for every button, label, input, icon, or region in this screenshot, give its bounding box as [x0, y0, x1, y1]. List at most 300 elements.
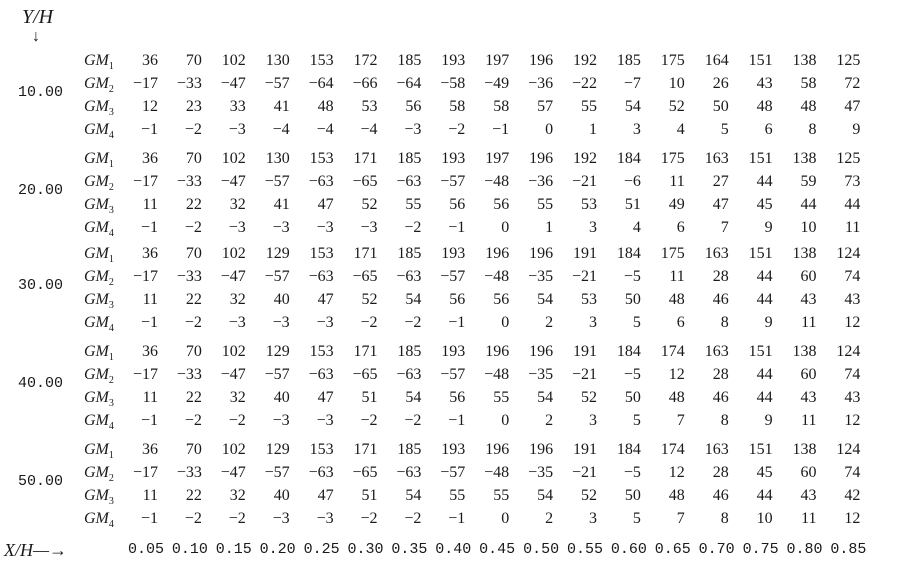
table-cell: −2: [360, 314, 378, 331]
table-cell: 124: [836, 245, 861, 262]
table-cell: −65: [352, 173, 378, 190]
table-cell: 52: [581, 487, 597, 504]
table-cell: 185: [397, 150, 422, 167]
table-cell: 22: [185, 389, 202, 406]
table-cell: 51: [361, 487, 378, 504]
table-cell: 43: [844, 389, 861, 406]
table-cell: 1: [589, 121, 597, 138]
table-cell: −1: [448, 412, 466, 429]
y-block: [0, 150, 900, 246]
table-cell: 174: [660, 441, 685, 458]
table-cell: −57: [440, 173, 466, 190]
row-label: $GM_4$: [84, 219, 114, 240]
table-cell: 41: [273, 98, 290, 115]
table-cell: 129: [265, 343, 290, 360]
table-cell: −47: [220, 268, 246, 285]
table-cell: 185: [397, 245, 422, 262]
table-cell: 5: [632, 510, 641, 527]
row-label: $GM_4$: [84, 121, 114, 142]
table-cell: 54: [405, 487, 422, 504]
table-cell: −6: [623, 173, 641, 190]
table-cell: 184: [616, 245, 641, 262]
table-cell: 185: [397, 441, 422, 458]
table-row: [0, 389, 900, 411]
x-tick-label: 0.80: [786, 541, 823, 558]
table-cell: −5: [623, 366, 641, 383]
table-row: [0, 291, 900, 313]
table-cell: 60: [800, 464, 817, 481]
table-cell: 43: [756, 75, 773, 92]
table-row: [0, 464, 900, 486]
table-cell: 153: [309, 52, 334, 69]
table-cell: −63: [308, 464, 334, 481]
table-cell: 44: [756, 389, 773, 406]
table-cell: 48: [800, 98, 817, 115]
table-cell: 3: [589, 219, 597, 236]
table-cell: −66: [352, 75, 378, 92]
table-cell: 56: [493, 196, 510, 213]
table-cell: 27: [712, 173, 729, 190]
table-cell: 0: [501, 314, 510, 331]
table-cell: 9: [764, 219, 773, 236]
row-label: $GM_2$: [84, 366, 114, 387]
table-cell: 52: [361, 196, 378, 213]
table-cell: −5: [623, 464, 641, 481]
table-cell: −33: [176, 366, 202, 383]
table-row: [0, 366, 900, 388]
table-row: [0, 121, 900, 143]
table-cell: 175: [660, 245, 685, 262]
table-cell: 47: [317, 487, 334, 504]
table-cell: −21: [571, 366, 597, 383]
table-cell: 9: [764, 314, 773, 331]
table-cell: −57: [264, 366, 290, 383]
table-row: [0, 98, 900, 120]
table-cell: −7: [623, 75, 641, 92]
table-cell: 47: [844, 98, 861, 115]
table-cell: −2: [404, 219, 422, 236]
table-cell: 102: [221, 52, 246, 69]
table-cell: 196: [485, 343, 510, 360]
table-cell: 70: [185, 150, 202, 167]
row-label: $GM_1$: [84, 343, 114, 364]
table-cell: 8: [720, 412, 729, 429]
table-cell: 185: [397, 52, 422, 69]
table-cell: 171: [353, 343, 378, 360]
table-cell: 32: [229, 487, 246, 504]
table-cell: 58: [493, 98, 510, 115]
table-cell: 197: [485, 150, 510, 167]
table-cell: −57: [440, 268, 466, 285]
row-label: $GM_1$: [84, 52, 114, 73]
table-cell: 50: [712, 98, 729, 115]
table-cell: 74: [844, 464, 861, 481]
table-cell: 193: [441, 52, 466, 69]
table-cell: 11: [844, 219, 861, 236]
table-cell: 44: [756, 268, 773, 285]
table-cell: 138: [792, 52, 817, 69]
table-cell: 56: [405, 98, 422, 115]
table-cell: 28: [712, 268, 729, 285]
table-cell: −17: [132, 268, 158, 285]
table-cell: 47: [317, 196, 334, 213]
table-cell: 4: [676, 121, 685, 138]
table-cell: 48: [668, 291, 685, 308]
table-cell: −48: [484, 173, 510, 190]
table-cell: −64: [396, 75, 422, 92]
table-cell: 54: [537, 291, 554, 308]
table-cell: −33: [176, 464, 202, 481]
table-cell: −3: [272, 219, 290, 236]
table-row: [0, 245, 900, 267]
table-cell: 70: [185, 52, 202, 69]
table-cell: 73: [844, 173, 861, 190]
table-cell: −1: [492, 121, 510, 138]
table-cell: 11: [142, 196, 158, 213]
table-cell: −65: [352, 268, 378, 285]
table-cell: −48: [484, 464, 510, 481]
table-cell: 36: [142, 52, 158, 69]
table-cell: −1: [448, 510, 466, 527]
table-cell: 36: [142, 245, 158, 262]
table-cell: 172: [353, 52, 378, 69]
table-cell: −65: [352, 464, 378, 481]
table-cell: −21: [571, 464, 597, 481]
table-cell: −2: [184, 412, 202, 429]
table-cell: −47: [220, 464, 246, 481]
table-cell: 184: [616, 150, 641, 167]
table-cell: 12: [844, 510, 861, 527]
table-row: [0, 219, 900, 241]
table-cell: −57: [264, 173, 290, 190]
table-cell: 70: [185, 245, 202, 262]
table-cell: 8: [808, 121, 817, 138]
table-cell: 48: [756, 98, 773, 115]
table-cell: 124: [836, 441, 861, 458]
table-cell: 193: [441, 441, 466, 458]
table-row: [0, 173, 900, 195]
table-cell: 11: [142, 291, 158, 308]
table-cell: 163: [704, 441, 729, 458]
table-cell: −33: [176, 268, 202, 285]
table-cell: −2: [228, 510, 246, 527]
table-cell: 56: [449, 291, 466, 308]
arrow-down-icon: ↓: [32, 28, 40, 45]
table-cell: 193: [441, 150, 466, 167]
row-label: $GM_2$: [84, 75, 114, 96]
table-cell: −2: [360, 412, 378, 429]
table-cell: 0: [545, 121, 554, 138]
row-label: $GM_1$: [84, 245, 114, 266]
y-value-label: 50.00: [18, 473, 64, 490]
table-cell: 28: [712, 366, 729, 383]
table-cell: −1: [140, 412, 158, 429]
table-cell: 56: [449, 389, 466, 406]
x-tick-label: 0.10: [171, 541, 208, 558]
table-cell: 50: [624, 291, 641, 308]
table-cell: 33: [229, 98, 246, 115]
row-label: $GM_4$: [84, 314, 114, 335]
table-cell: 46: [712, 487, 729, 504]
row-label: $GM_1$: [84, 150, 114, 171]
table-cell: 196: [485, 441, 510, 458]
table-cell: 138: [792, 150, 817, 167]
table-cell: 22: [185, 291, 202, 308]
table-cell: 129: [265, 441, 290, 458]
table-cell: −3: [228, 219, 246, 236]
table-cell: 53: [581, 196, 597, 213]
table-cell: −63: [396, 268, 422, 285]
y-value-label: 40.00: [18, 375, 64, 392]
table-cell: 102: [221, 441, 246, 458]
table-cell: 192: [573, 150, 597, 167]
x-axis-label: [4, 540, 67, 561]
y-block: [0, 343, 900, 439]
table-cell: −48: [484, 268, 510, 285]
table-cell: 11: [142, 389, 158, 406]
arrow-right-icon: —→: [33, 540, 68, 560]
table-cell: 56: [449, 196, 466, 213]
table-cell: 9: [764, 412, 773, 429]
table-cell: −22: [571, 75, 597, 92]
table-cell: 153: [309, 343, 334, 360]
table-cell: −1: [140, 510, 158, 527]
table-cell: 44: [756, 487, 773, 504]
table-cell: 46: [712, 291, 729, 308]
table-cell: −33: [176, 173, 202, 190]
table-cell: −57: [440, 366, 466, 383]
table-cell: 45: [756, 196, 773, 213]
table-cell: 40: [273, 389, 290, 406]
table-cell: 52: [361, 291, 378, 308]
table-cell: 51: [624, 196, 641, 213]
table-cell: 197: [485, 52, 510, 69]
table-cell: 40: [273, 487, 290, 504]
table-cell: 43: [800, 487, 817, 504]
table-cell: 58: [449, 98, 466, 115]
table-cell: −2: [404, 412, 422, 429]
x-tick-label: 0.85: [830, 541, 867, 558]
table-row: [0, 196, 900, 218]
table-cell: 4: [632, 219, 641, 236]
table-cell: 1: [545, 219, 554, 236]
table-cell: −47: [220, 75, 246, 92]
table-cell: 9: [852, 121, 861, 138]
table-cell: 0: [501, 510, 510, 527]
table-cell: −47: [220, 173, 246, 190]
table-cell: 54: [405, 389, 422, 406]
table-cell: 8: [720, 510, 729, 527]
table-cell: 40: [273, 291, 290, 308]
x-tick-label: 0.40: [435, 541, 472, 558]
table-cell: 191: [573, 245, 597, 262]
table-cell: 70: [185, 441, 202, 458]
table-cell: −2: [360, 510, 378, 527]
table-cell: 171: [353, 441, 378, 458]
table-cell: −1: [448, 219, 466, 236]
table-cell: 43: [800, 389, 817, 406]
table-cell: 102: [221, 150, 246, 167]
x-tick-label: 0.25: [303, 541, 340, 558]
table-cell: 130: [265, 150, 290, 167]
table-cell: 50: [624, 487, 641, 504]
table-cell: 164: [704, 52, 729, 69]
table-cell: 54: [537, 389, 554, 406]
table-cell: −63: [396, 173, 422, 190]
table-cell: −2: [448, 121, 466, 138]
table-cell: −3: [316, 510, 334, 527]
x-tick-label: 0.05: [127, 541, 164, 558]
table-cell: 0: [501, 219, 510, 236]
table-cell: 153: [309, 441, 334, 458]
x-tick-label: 0.60: [610, 541, 647, 558]
x-tick-label: 0.55: [566, 541, 603, 558]
table-cell: −2: [184, 219, 202, 236]
row-label: $GM_3$: [84, 389, 114, 410]
table-cell: 6: [764, 121, 773, 138]
table-row: [0, 412, 900, 434]
table-cell: 175: [660, 150, 685, 167]
table-cell: 48: [317, 98, 334, 115]
table-cell: 125: [836, 52, 861, 69]
table-cell: 193: [441, 343, 466, 360]
table-cell: 28: [712, 464, 729, 481]
table-cell: 44: [756, 366, 773, 383]
table-cell: 12: [142, 98, 158, 115]
table-cell: −63: [308, 268, 334, 285]
table-cell: 47: [712, 196, 729, 213]
table-cell: 191: [573, 343, 597, 360]
table-cell: −58: [440, 75, 466, 92]
table-cell: −47: [220, 366, 246, 383]
y-value-label: 30.00: [18, 277, 64, 294]
y-block: [0, 441, 900, 537]
table-cell: 151: [748, 52, 773, 69]
table-cell: 11: [669, 173, 685, 190]
table-cell: 11: [142, 487, 158, 504]
table-cell: 70: [185, 343, 202, 360]
table-row: [0, 150, 900, 172]
table-cell: 8: [720, 314, 729, 331]
table-cell: 125: [836, 150, 861, 167]
table-cell: −3: [360, 219, 378, 236]
table-cell: −3: [228, 314, 246, 331]
table-cell: 26: [712, 75, 729, 92]
table-cell: 191: [573, 441, 597, 458]
table-cell: −3: [316, 219, 334, 236]
table-cell: 44: [756, 291, 773, 308]
table-cell: 52: [668, 98, 685, 115]
y-value-label: 10.00: [18, 84, 64, 101]
table-cell: 59: [800, 173, 817, 190]
table-cell: 196: [529, 441, 554, 458]
table-cell: 11: [669, 268, 685, 285]
table-cell: 12: [668, 366, 685, 383]
table-cell: 196: [529, 52, 554, 69]
table-cell: −57: [264, 75, 290, 92]
table-cell: −21: [571, 268, 597, 285]
row-label: $GM_3$: [84, 196, 114, 217]
table-cell: −3: [404, 121, 422, 138]
table-cell: 12: [844, 314, 861, 331]
table-cell: 57: [537, 98, 554, 115]
table-cell: 174: [660, 343, 685, 360]
table-cell: 11: [801, 314, 817, 331]
row-label: $GM_2$: [84, 173, 114, 194]
table-cell: −3: [228, 121, 246, 138]
table-cell: 7: [676, 412, 685, 429]
table-cell: 163: [704, 343, 729, 360]
table-cell: 48: [668, 487, 685, 504]
table-cell: 7: [720, 219, 729, 236]
table-cell: 36: [142, 150, 158, 167]
table-cell: 196: [529, 150, 554, 167]
table-cell: −1: [140, 314, 158, 331]
table-cell: −2: [184, 510, 202, 527]
table-cell: 10: [756, 510, 773, 527]
x-tick-label: 0.15: [215, 541, 252, 558]
table-cell: −21: [571, 173, 597, 190]
table-cell: −35: [528, 366, 554, 383]
table-cell: 153: [309, 150, 334, 167]
table-cell: 5: [632, 314, 641, 331]
x-tick-label: 0.65: [654, 541, 691, 558]
table-cell: −63: [308, 366, 334, 383]
table-cell: 45: [756, 464, 773, 481]
table-cell: 5: [632, 412, 641, 429]
table-cell: 196: [485, 245, 510, 262]
table-cell: −1: [140, 121, 158, 138]
table-cell: −3: [272, 510, 290, 527]
table-cell: 151: [748, 441, 773, 458]
table-cell: −4: [360, 121, 378, 138]
table-cell: −3: [272, 314, 290, 331]
table-cell: 60: [800, 268, 817, 285]
y-block: [0, 245, 900, 341]
table-row: [0, 343, 900, 365]
table-cell: −2: [404, 314, 422, 331]
table-cell: −33: [176, 75, 202, 92]
table-cell: −63: [396, 366, 422, 383]
table-cell: 2: [545, 412, 554, 429]
table-cell: 163: [704, 245, 729, 262]
table-cell: 10: [800, 219, 817, 236]
table-cell: 58: [800, 75, 817, 92]
row-label: $GM_2$: [84, 464, 114, 485]
table-cell: 55: [493, 487, 510, 504]
table-cell: 102: [221, 245, 246, 262]
x-tick-label: 0.35: [391, 541, 428, 558]
table-cell: 3: [589, 314, 597, 331]
table-cell: 74: [844, 366, 861, 383]
x-tick-label: 0.20: [259, 541, 296, 558]
y-block: [0, 52, 900, 148]
table-cell: 124: [836, 343, 861, 360]
table-cell: 129: [265, 245, 290, 262]
row-label: $GM_1$: [84, 441, 114, 462]
table-cell: 48: [668, 389, 685, 406]
table-cell: 2: [545, 314, 554, 331]
table-cell: −57: [264, 464, 290, 481]
table-cell: 44: [756, 173, 773, 190]
table-cell: −2: [184, 121, 202, 138]
y-value-label: 20.00: [18, 182, 64, 199]
table-cell: 151: [748, 245, 773, 262]
table-cell: −48: [484, 366, 510, 383]
table-cell: 5: [720, 121, 729, 138]
table-cell: 12: [844, 412, 861, 429]
x-tick-label: 0.75: [742, 541, 779, 558]
